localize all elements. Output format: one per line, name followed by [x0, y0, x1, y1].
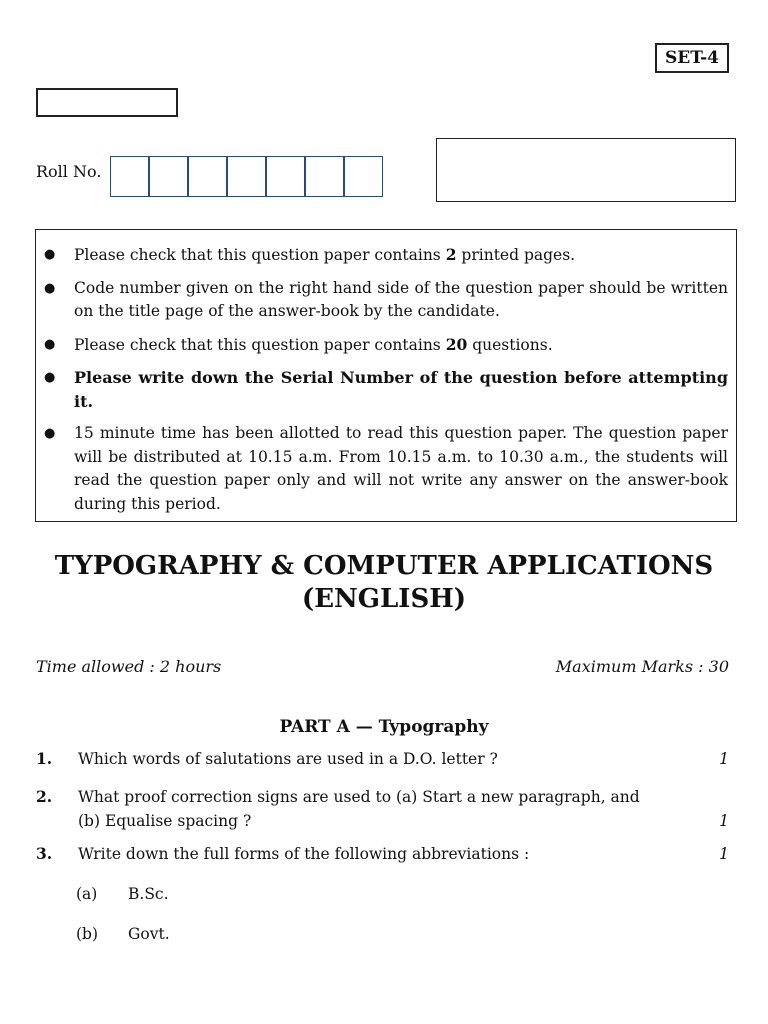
instruction-text: Please check that this question paper contains — [74, 246, 446, 264]
bullet: ● — [44, 426, 56, 441]
sub-item-a — [76, 885, 169, 903]
roll-cell[interactable] — [188, 156, 227, 197]
roll-cell[interactable] — [305, 156, 344, 197]
bullet: ● — [44, 280, 56, 296]
set-label: SET-4 — [655, 43, 729, 73]
question-text: Write down the full forms of the following abbreviations : — [78, 845, 530, 863]
time-allowed: Time allowed : 2 hours — [36, 657, 222, 676]
sub-item-label: (b) — [76, 925, 99, 943]
roll-number-boxes — [110, 156, 383, 197]
code-stamp-box — [436, 138, 736, 202]
sub-item-label: (a) — [76, 885, 98, 903]
part-a-heading: PART A — Typography — [279, 717, 489, 737]
instruction-item — [44, 243, 728, 268]
sub-item-b — [76, 925, 170, 943]
roll-cell[interactable] — [149, 156, 188, 197]
question-text: What proof correction signs are used to (a) Start a new paragraph, and (b) Equalise spacing ? — [78, 788, 640, 830]
instruction-text: Please write down the Serial Number of the question before attempting it. — [74, 368, 728, 411]
question-mark: 1 — [719, 750, 729, 768]
question-2 — [36, 785, 729, 833]
instruction-item — [44, 333, 728, 358]
question-number: 3. — [36, 844, 53, 863]
instruction-item — [44, 422, 728, 516]
bullet: ● — [44, 247, 56, 262]
roll-number-label: Roll No. — [36, 162, 102, 181]
instruction-text-after: printed pages. — [456, 246, 576, 264]
title-line-2: (ENGLISH) — [301, 584, 467, 614]
instruction-item — [44, 366, 728, 413]
instruction-bold: 2 — [445, 245, 457, 264]
sub-item-text: Govt. — [128, 925, 170, 943]
sub-item-text: B.Sc. — [128, 885, 169, 903]
question-mark: 1 — [719, 812, 729, 830]
instruction-text-after: questions. — [467, 335, 553, 354]
instructions-box — [35, 229, 737, 522]
bullet: ● — [44, 370, 56, 385]
instruction-text: Please check that this question paper contains — [74, 335, 446, 354]
question-text: Which words of salutations are used in a D.O. letter ? — [78, 750, 498, 768]
question-3 — [36, 842, 729, 866]
question-number: 1. — [36, 749, 53, 768]
paper-title — [0, 550, 768, 616]
roll-cell[interactable] — [227, 156, 266, 197]
question-number: 2. — [36, 787, 53, 806]
bullet: ● — [44, 336, 56, 352]
instruction-item — [44, 277, 728, 324]
code-number-box — [36, 88, 178, 117]
roll-cell[interactable] — [344, 156, 383, 197]
instruction-bold: 20 — [445, 334, 468, 354]
roll-cell[interactable] — [110, 156, 149, 197]
roll-cell[interactable] — [266, 156, 305, 197]
instruction-text: 15 minute time has been allotted to read this question paper. The question paper will be distributed at 10.15 a.m. From 10.15 a.m. to 10.30 a.m., the students will read the question paper only and will not write any answer on the answer-book during this period. — [74, 424, 728, 513]
question-mark: 1 — [719, 845, 729, 863]
question-1 — [36, 747, 729, 771]
instruction-text: Code number given on the right hand side of the question paper should be written on the title page of the answer-book by the candidate. — [74, 278, 728, 320]
maximum-marks: Maximum Marks : 30 — [555, 657, 729, 676]
time-marks-row — [36, 657, 729, 676]
title-line-1: TYPOGRAPHY & COMPUTER APPLICATIONS — [54, 551, 714, 581]
